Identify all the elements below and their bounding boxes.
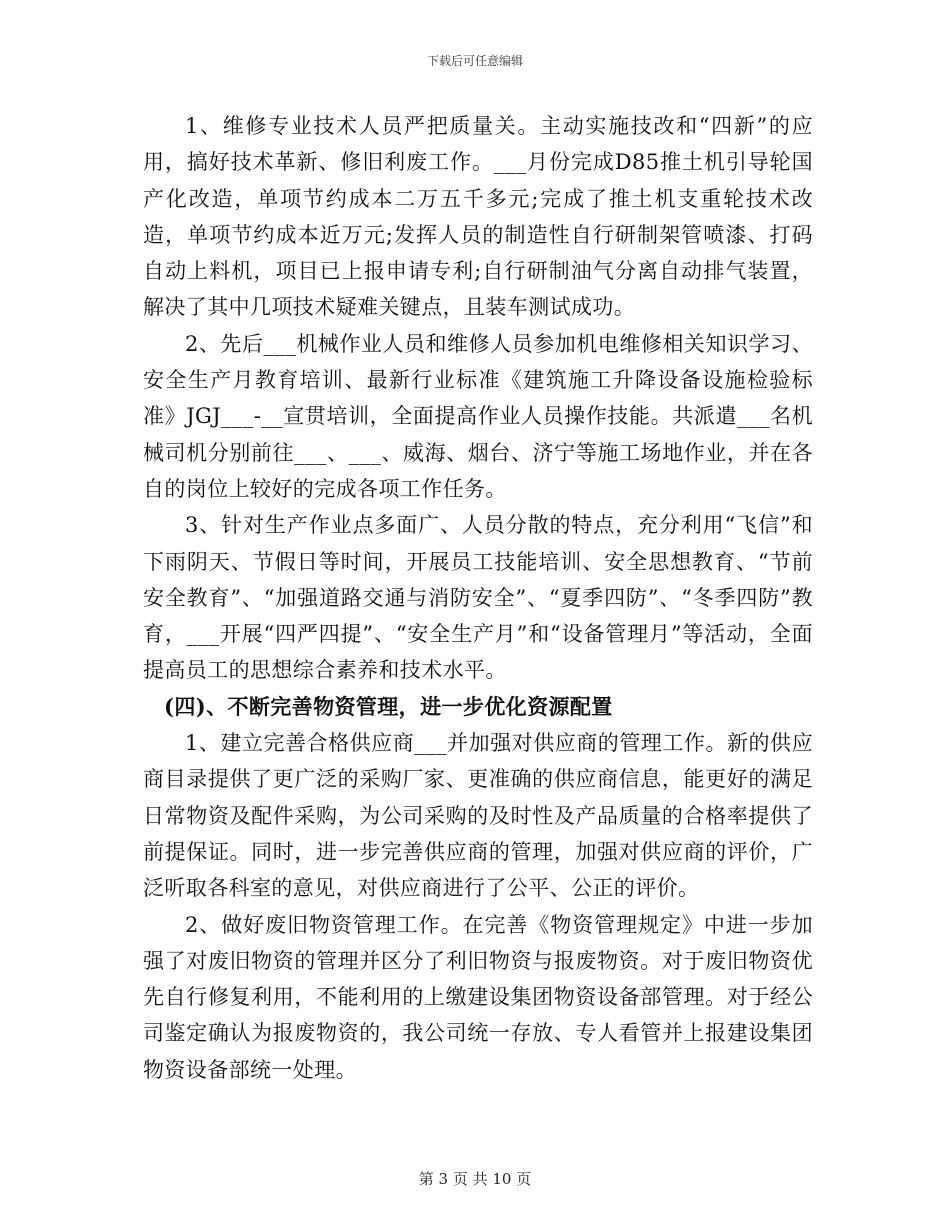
paragraph: 1、建立完善合格供应商___并加强对供应商的管理工作。新的供应商目录提供了更广泛的采购厂家、更准确的供应商信息，能更好的满足日常物资及配件采购，为公司采购的及时性及产品质量的合格率提供了前提保证。同时，进一步完善供应商的管理，加强对供应商的评价，广泛听取各科室的意见，对供应商进行了公平、公正的评价。 [143,731,813,901]
paragraph: 3、针对生产作业点多面广、人员分散的特点，充分利用“飞信”和下雨阴天、节假日等时间，开展员工技能培训、安全思想教育、“节前安全教育”、“加强道路交通与消防安全”、“夏季四防”、“冬季四防”教育，___开展“四严四提”、“安全生产月”和“设备管理月”等活动，全面提高员工的思想综合素养和技术水平。 [143,513,813,683]
section-heading: (四)、不断完善物资管理，进一步优化资源配置 [164,693,613,719]
paragraph: 2、做好废旧物资管理工作。在完善《物资管理规定》中进一步加强了对废旧物资的管理并区分了利旧物资与报废物资。对于废旧物资优先自行修复利用，不能利用的上缴建设集团物资设备部管理。对于经公司鉴定确认为报废物资的，我公司统一存放、专人看管并上报建设集团物资设备部统一处理。 [143,912,813,1082]
page-header: 下载后可任意编辑 [426,54,523,68]
document-body [143,108,813,1088]
page-number: 第 3 页 共 10 页 [418,1170,532,1188]
paragraph: 1、维修专业技术人员严把质量关。主动实施技改和“四新”的应用，搞好技术革新、修旧利废工作。___月份完成D85推土机引导轮国产化改造，单项节约成本二万五千多元;完成了推土机支重轮技术改造，单项节约成本近万元;发挥人员的制造性自行研制架管喷漆、打码自动上料机，项目已上报申请专利;自行研制油气分离自动排气装置，解决了其中几项技术疑难关键点，且装车测试成功。 [143,114,813,320]
paragraph: 2、先后___机械作业人员和维修人员参加机电维修相关知识学习、安全生产月教育培训、最新行业标准《建筑施工升降设备设施检验标准》JGJ___-__宣贯培训，全面提高作业人员操作技能。共派遣___名机械司机分别前往___、___、威海、烟台、济宁等施工场地作业，并在各自的岗位上较好的完成各项工作任务。 [143,331,813,501]
